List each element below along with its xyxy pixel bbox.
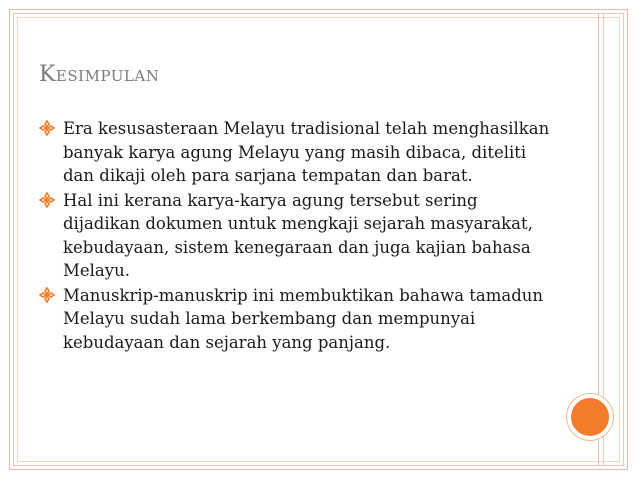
hollow-four-diamond-icon	[39, 192, 55, 208]
bullet-item-1	[37, 117, 557, 188]
bullet-text-1: Era kesusasteraan Melayu tradisional telah menghasilkan banyak karya agung Melayu yang masih dibaca, diteliti dan dikaji oleh para sarjana tempatan dan barat.	[63, 119, 550, 185]
bullet-item-3	[37, 284, 557, 355]
bullet-text-2: Hal ini kerana karya-karya agung tersebut sering dijadikan dokumen untuk mengkaji sejarah masyarakat, kebudayaan, sistem kenegaraan dan juga kajian bahasa Melayu.	[63, 190, 533, 280]
bullet-list	[37, 117, 557, 355]
hollow-four-diamond-icon	[39, 287, 55, 303]
bullet-item-2	[37, 189, 557, 283]
hollow-four-diamond-icon	[39, 120, 55, 136]
bullet-text-3: Manuskrip-manuskrip ini membuktikan bahawa tamadun Melayu sudah lama berkembang dan mempunyai kebudayaan dan sejarah yang panjang.	[63, 285, 544, 352]
decorative-orange-circle	[567, 394, 613, 440]
slide-title: Kesimpulan	[39, 62, 160, 87]
